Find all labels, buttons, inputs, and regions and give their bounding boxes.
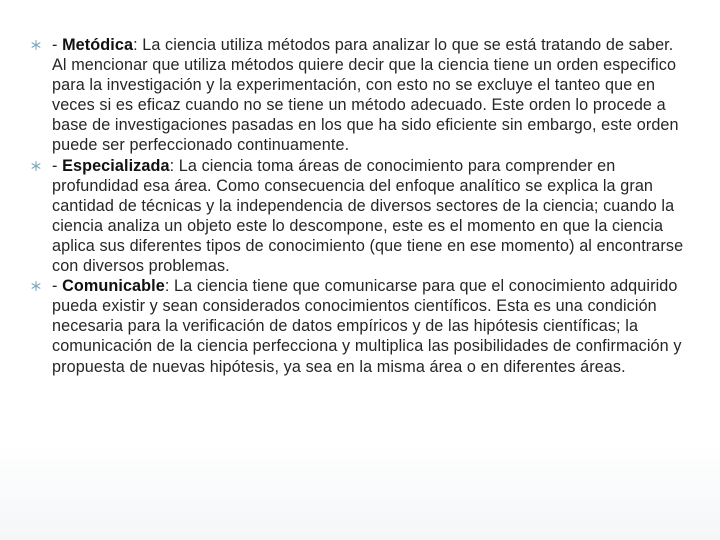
bullet-text: : La ciencia utiliza métodos para analizar lo que se está tratando de saber. Al mencionar que utiliza métodos quiere decir que la ciencia tiene un orden especifico para la investigación y la experimentación, con esto no se excluye el tanteo que en veces si es eficaz cuando no se tiene un método adecuado. Este orden lo procede a base de investigaciones pasadas en los que ha sido eficiente sin embargo, este orden puede ser perfeccionado continuamente.	[52, 36, 679, 155]
bullet-item-comunicable	[30, 276, 690, 376]
bullet-text: : La ciencia tiene que comunicarse para que el conocimiento adquirido pueda existir y sean considerados conocimientos científicos. Esta es una condición necesaria para la verificación de datos empíricos y de las hipótesis científicas; la comunicación de la ciencia perfecciona y multiplica las posibilidades de confirmación y propuesta de nuevas hipótesis, ya sea en la misma área o en diferentes áreas.	[52, 277, 682, 376]
bullet-term: Especializada	[62, 156, 170, 175]
bullet-dash: -	[52, 277, 63, 296]
asterisk-bullet-icon	[30, 39, 42, 51]
bullet-text: : La ciencia toma áreas de conocimiento para comprender en profundidad esa área. Como consecuencia del enfoque analítico se explica la gran cantidad de técnicas y la independencia de diversos sectores de la ciencia; cuando la ciencia analiza un objeto este lo descompone, este es el momento en que la ciencia aplica sus diferentes tipos de conocimiento (que tiene en ese momento) al encontrarse con diversos problemas.	[52, 156, 684, 276]
bullet-item-metodica	[30, 35, 690, 156]
bullet-dash: -	[52, 36, 63, 54]
bullet-item-especializada	[30, 156, 690, 277]
asterisk-bullet-icon	[30, 160, 42, 172]
bullet-list	[30, 35, 690, 377]
asterisk-bullet-icon	[30, 280, 42, 292]
bullet-dash: -	[52, 156, 63, 175]
bullet-term: Comunicable	[62, 277, 165, 296]
bullet-term: Metódica	[62, 36, 134, 54]
